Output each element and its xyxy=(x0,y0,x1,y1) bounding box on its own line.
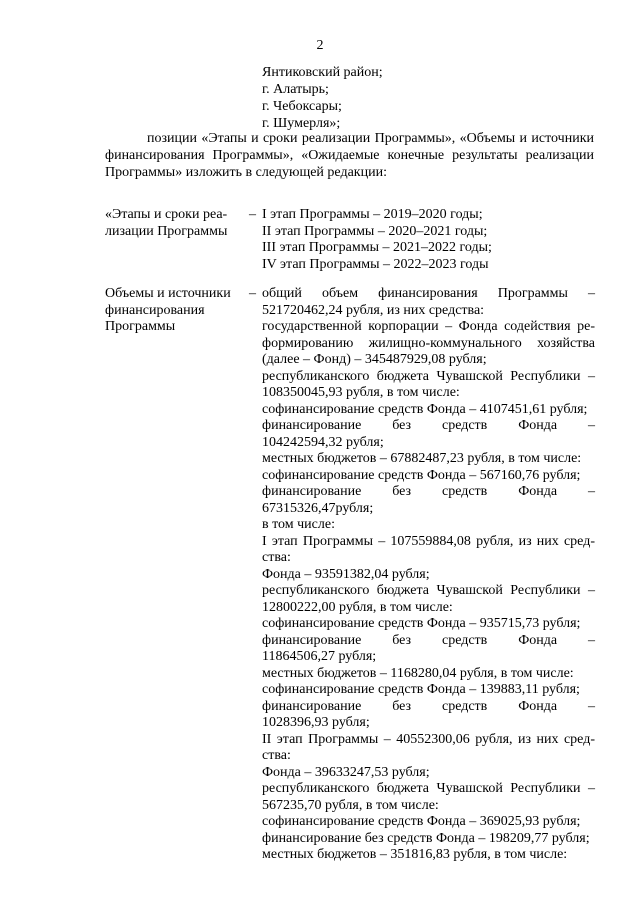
financing-line: республиканского бюджета Чувашской Республики – xyxy=(262,583,595,598)
financing-label-line: финансирования xyxy=(105,302,205,318)
financing-line: финансирование без средств Фонда – xyxy=(262,698,595,714)
financing-line: 1028396,93 рубля; xyxy=(262,715,370,730)
financing-label-line: Объемы и источники xyxy=(105,286,231,301)
financing-line: софинансирование средств Фонда – 139883,11 рубля; xyxy=(262,682,580,697)
financing-line: Фонда – 39633247,53 рубля; xyxy=(262,764,430,780)
financing-line: софинансирование средств Фонда – 369025,93 рубля; xyxy=(262,814,581,829)
financing-line: 104242594,32 рубля; xyxy=(262,434,384,450)
address-line: Янтиковский район; xyxy=(262,65,383,80)
financing-line: республиканского бюджета Чувашской Республики – xyxy=(262,368,595,384)
financing-line: финансирование без средств Фонда – 198209,77 рубля; xyxy=(262,830,590,846)
financing-line: 12800222,00 рубля, в том числе: xyxy=(262,599,453,615)
stages-label-line: «Этапы и сроки реа- xyxy=(105,207,228,222)
financing-label xyxy=(105,286,240,336)
address-line: г. Шумерля»; xyxy=(262,116,341,131)
financing-line: местных бюджетов – 67882487,23 рубля, в том числе: xyxy=(262,451,582,466)
financing-line: софинансирование средств Фонда – 4107451,61 рубля; xyxy=(262,401,588,417)
page-number: 2 xyxy=(316,38,324,53)
stages-values xyxy=(262,207,595,273)
financing-line: местных бюджетов – 351816,83 рубля, в том числе: xyxy=(262,847,568,862)
financing-line: 67315326,47рубля; xyxy=(262,500,374,516)
financing-line: (далее – Фонд) – 345487929,08 рубля; xyxy=(262,352,487,367)
financing-values xyxy=(262,286,595,864)
financing-line: ства: xyxy=(262,550,291,565)
financing-line: I этап Программы – 107559884,08 рубля, из них сред- xyxy=(262,533,595,549)
stages-dash: – xyxy=(249,207,256,222)
address-list xyxy=(262,64,383,132)
stage-line: I этап Программы – 2019–2020 годы; xyxy=(262,207,483,222)
financing-line: общий объем финансирования Программы – xyxy=(262,286,595,301)
financing-line: софинансирование средств Фонда – 567160,76 рубля; xyxy=(262,467,581,483)
address-line: г. Чебоксары; xyxy=(262,99,342,114)
financing-line: 567235,70 рубля, в том числе: xyxy=(262,797,439,813)
financing-line: 11864506,27 рубля; xyxy=(262,649,377,664)
financing-line: государственной корпорации – Фонда содействия ре- xyxy=(262,319,595,334)
financing-line: ства: xyxy=(262,748,291,763)
financing-line: формированию жилищно-коммунального хозяйства xyxy=(262,335,595,351)
financing-dash: – xyxy=(249,286,256,301)
financing-label-line: Программы xyxy=(105,319,176,334)
financing-line: местных бюджетов – 1168280,04 рубля, в том числе: xyxy=(262,665,574,681)
intro-text: позиции «Этапы и сроки реализации Программы», «Объемы и источники финансирования Программы», «Ожидаемые конечные результаты реализации Программы» изложить в следующей редакции: xyxy=(105,131,594,180)
financing-line: финансирование без средств Фонда – xyxy=(262,632,595,648)
financing-line: финансирование без средств Фонда – xyxy=(262,484,595,499)
stage-line: IV этап Программы – 2022–2023 годы xyxy=(262,256,489,272)
stages-label xyxy=(105,207,240,240)
financing-line: республиканского бюджета Чувашской Республики – xyxy=(262,781,595,796)
stage-line: III этап Программы – 2021–2022 годы; xyxy=(262,240,492,255)
intro-paragraph xyxy=(105,130,594,181)
financing-line: финансирование без средств Фонда – xyxy=(262,418,595,433)
stage-line: II этап Программы – 2020–2021 годы; xyxy=(262,223,488,239)
financing-line: в том числе: xyxy=(262,517,335,532)
financing-line: 108350045,93 рубля, в том числе: xyxy=(262,385,460,400)
financing-line: софинансирование средств Фонда – 935715,73 рубля; xyxy=(262,616,581,631)
financing-line: II этап Программы – 40552300,06 рубля, из них сред- xyxy=(262,731,595,747)
address-line: г. Алатырь; xyxy=(262,82,329,97)
financing-line: Фонда – 93591382,04 рубля; xyxy=(262,566,430,582)
financing-line: 521720462,24 рубля, из них средства: xyxy=(262,302,485,318)
stages-label-line: лизации Программы xyxy=(105,223,228,239)
